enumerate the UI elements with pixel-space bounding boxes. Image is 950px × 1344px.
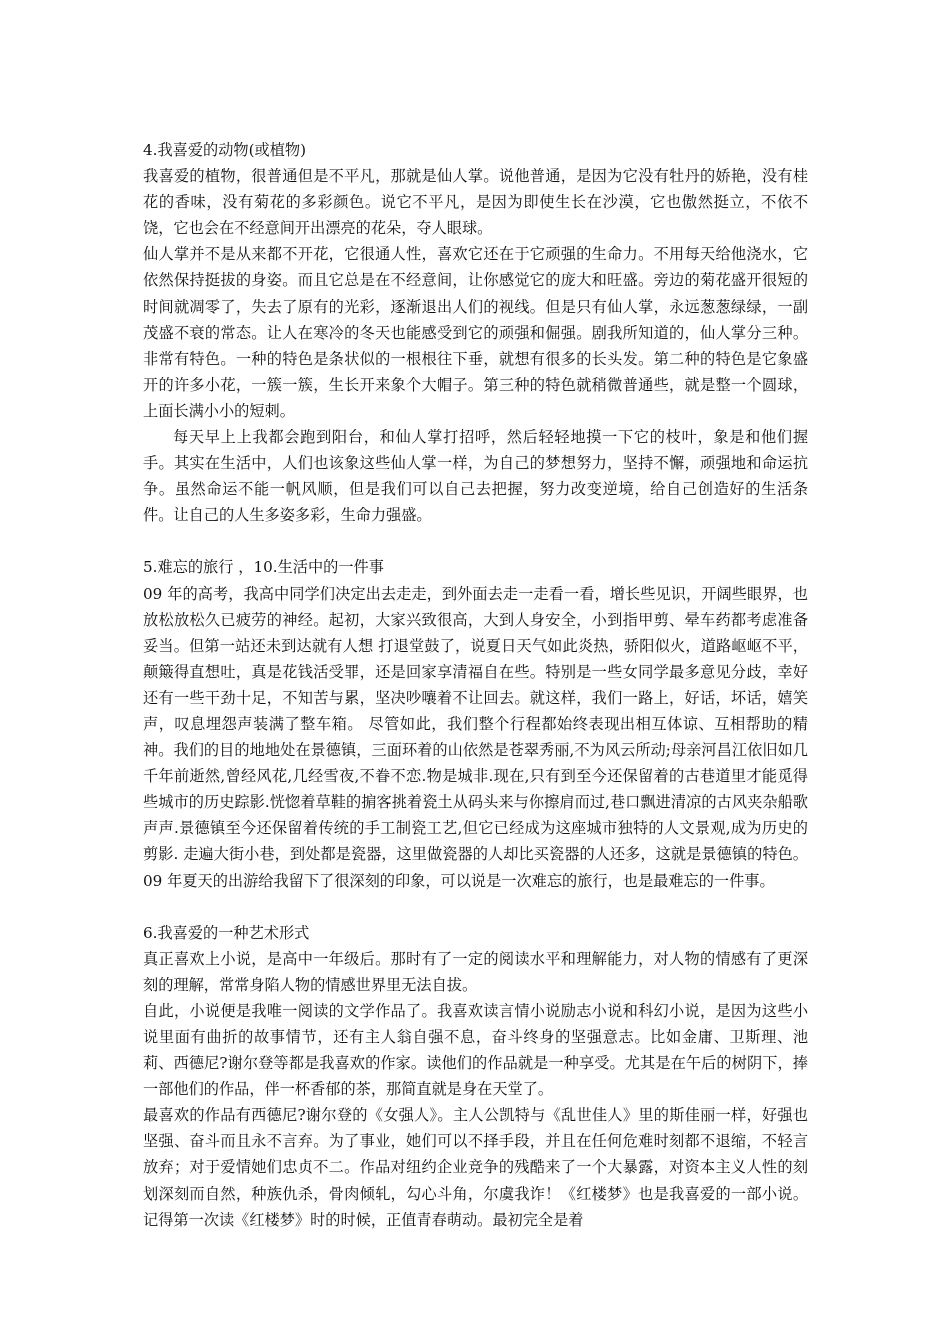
document-body	[143, 137, 808, 1259]
section-favorite-plant	[143, 137, 808, 528]
paragraph: 每天早上上我都会跑到阳台，和仙人掌打招呼，然后轻轻地摸一下它的枝叶，象是和他们握手。其实在生活中，人们也该象这些仙人掌一样，为自己的梦想努力，坚持不懈，顽强地和命运抗争。虽然命运不能一帆风顺，但是我们可以自己去把握，努力改变逆境，给自己创造好的生活条件。让自己的人生多姿多彩，生命力强盛。	[143, 428, 808, 525]
paragraph: 09 年的高考，我高中同学们决定出去走走，到外面去走一走看一看，增长些见识，开阔些眼界，也放松放松久已疲劳的神经。起初，大家兴致很高，大到人身安全，小到指甲剪、晕车药都考虑准备妥当。但第一站还未到达就有人想 打退堂鼓了，说夏日天气如此炎热，骄阳似火，道路岖岖不平，颠簸得直想吐，真是花钱活受罪，还是回家享清福自在些。特别是一些女同学最多意见分歧，幸好还有一些干劲十足，不知苦与累，坚决吵嚷着不让回去。就这样，我们一路上，好话，坏话，嬉笑声，叹息埋怨声装满了整车箱。 尽管如此，我们整个行程都始终表现出相互体谅、互相帮助的精神。我们的目的地地处在景德镇，三面环着的山依然是苍翠秀丽,不为风云所动;母亲河昌江依旧如几千年前逝然,曾经风花,几经雪夜,不眷不恋.物是城非.现在,只有到至今还保留着的古巷道里才能觅得些城市的历史踪影.恍惚着草鞋的掮客挑着瓷土从码头来与你擦肩而过,巷口飘进清凉的古风夹杂船歌声声.景德镇至今还保留着传统的手工制瓷工艺,但它已经成为这座城市独特的人文景观,成为历史的剪影. 走遍大街小巷，到处都是瓷器，这里做瓷器的人却比买瓷器的人还多，这就是景德镇的特色。09 年夏天的出游给我留下了很深刻的印象，可以说是一次难忘的旅行，也是最难忘的一件事。	[143, 584, 808, 890]
section-heading: 5.难忘的旅行 ，10.生活中的一件事	[143, 558, 384, 577]
paragraph: 我喜爱的植物，很普通但是不平凡，那就是仙人掌。说他普通，是因为它没有牡丹的娇艳，没有桂花的香味，没有菊花的多彩颜色。说它不平凡，是因为即使生长在沙漠，它也傲然挺立，不依不饶，它也会在不经意间开出漂亮的花朵，夺人眼球。	[143, 167, 808, 238]
paragraph: 最喜欢的作品有西德尼?谢尔登的《女强人》。主人公凯特与《乱世佳人》里的斯佳丽一样，好强也坚强、奋斗而且永不言弃。为了事业，她们可以不择手段，并且在任何危难时刻都不退缩，不轻言放弃；对于爱情她们忠贞不二。作品对纽约企业竞争的残酷来了一个大暴露，对资本主义人性的刻划深刻而自然，种族仇杀，骨肉倾轧，勾心斗角，尔虞我诈！《红楼梦》也是我喜爱的一部小说。记得第一次读《红楼梦》时的时候，正值青春萌动。最初完全是着	[143, 1106, 808, 1229]
paragraph: 真正喜欢上小说，是高中一年级后。那时有了一定的阅读水平和理解能力，对人物的情感有了更深刻的理解，常常身陷人物的情感世界里无法自拔。	[143, 949, 808, 994]
section-memorable-trip	[143, 554, 808, 893]
section-heading: 6.我喜爱的一种艺术形式	[143, 923, 310, 942]
paragraph: 自此，小说便是我唯一阅读的文学作品了。我喜欢读言情小说励志小说和科幻小说，是因为这些小说里面有曲折的故事情节，还有主人翁自强不息，奋斗终身的坚强意志。比如金庸、卫斯理、池莉、西德尼?谢尔登等都是我喜欢的作家。读他们的作品就是一种享受。尤其是在午后的树阴下，捧一部他们的作品，伴一杯香郁的茶，那简直就是身在天堂了。	[143, 1001, 808, 1099]
paragraph: 仙人掌并不是从来都不开花，它很通人性，喜欢它还在于它顽强的生命力。不用每天给他浇水，它依然保持挺拔的身姿。而且它总是在不经意间，让你感觉它的庞大和旺盛。旁边的菊花盛开很短的时间就凋零了，失去了原有的光彩，逐渐退出人们的视线。但是只有仙人掌，永远葱葱绿绿，一副茂盛不衰的常态。让人在寒冷的冬天也能感受到它的顽强和倔强。剧我所知道的，仙人掌分三种。非常有特色。一种的特色是条状似的一根根往下垂，就想有很多的长头发。第二种的特色是它象盛开的许多小花，一簇一簇，生长开来象个大帽子。第三种的特色就稍微普通些，就是整一个圆球，上面长满小小的短刺。	[143, 245, 808, 420]
section-heading: 4.我喜爱的动物(或植物)	[143, 141, 307, 159]
section-favorite-art-form	[143, 920, 808, 1233]
